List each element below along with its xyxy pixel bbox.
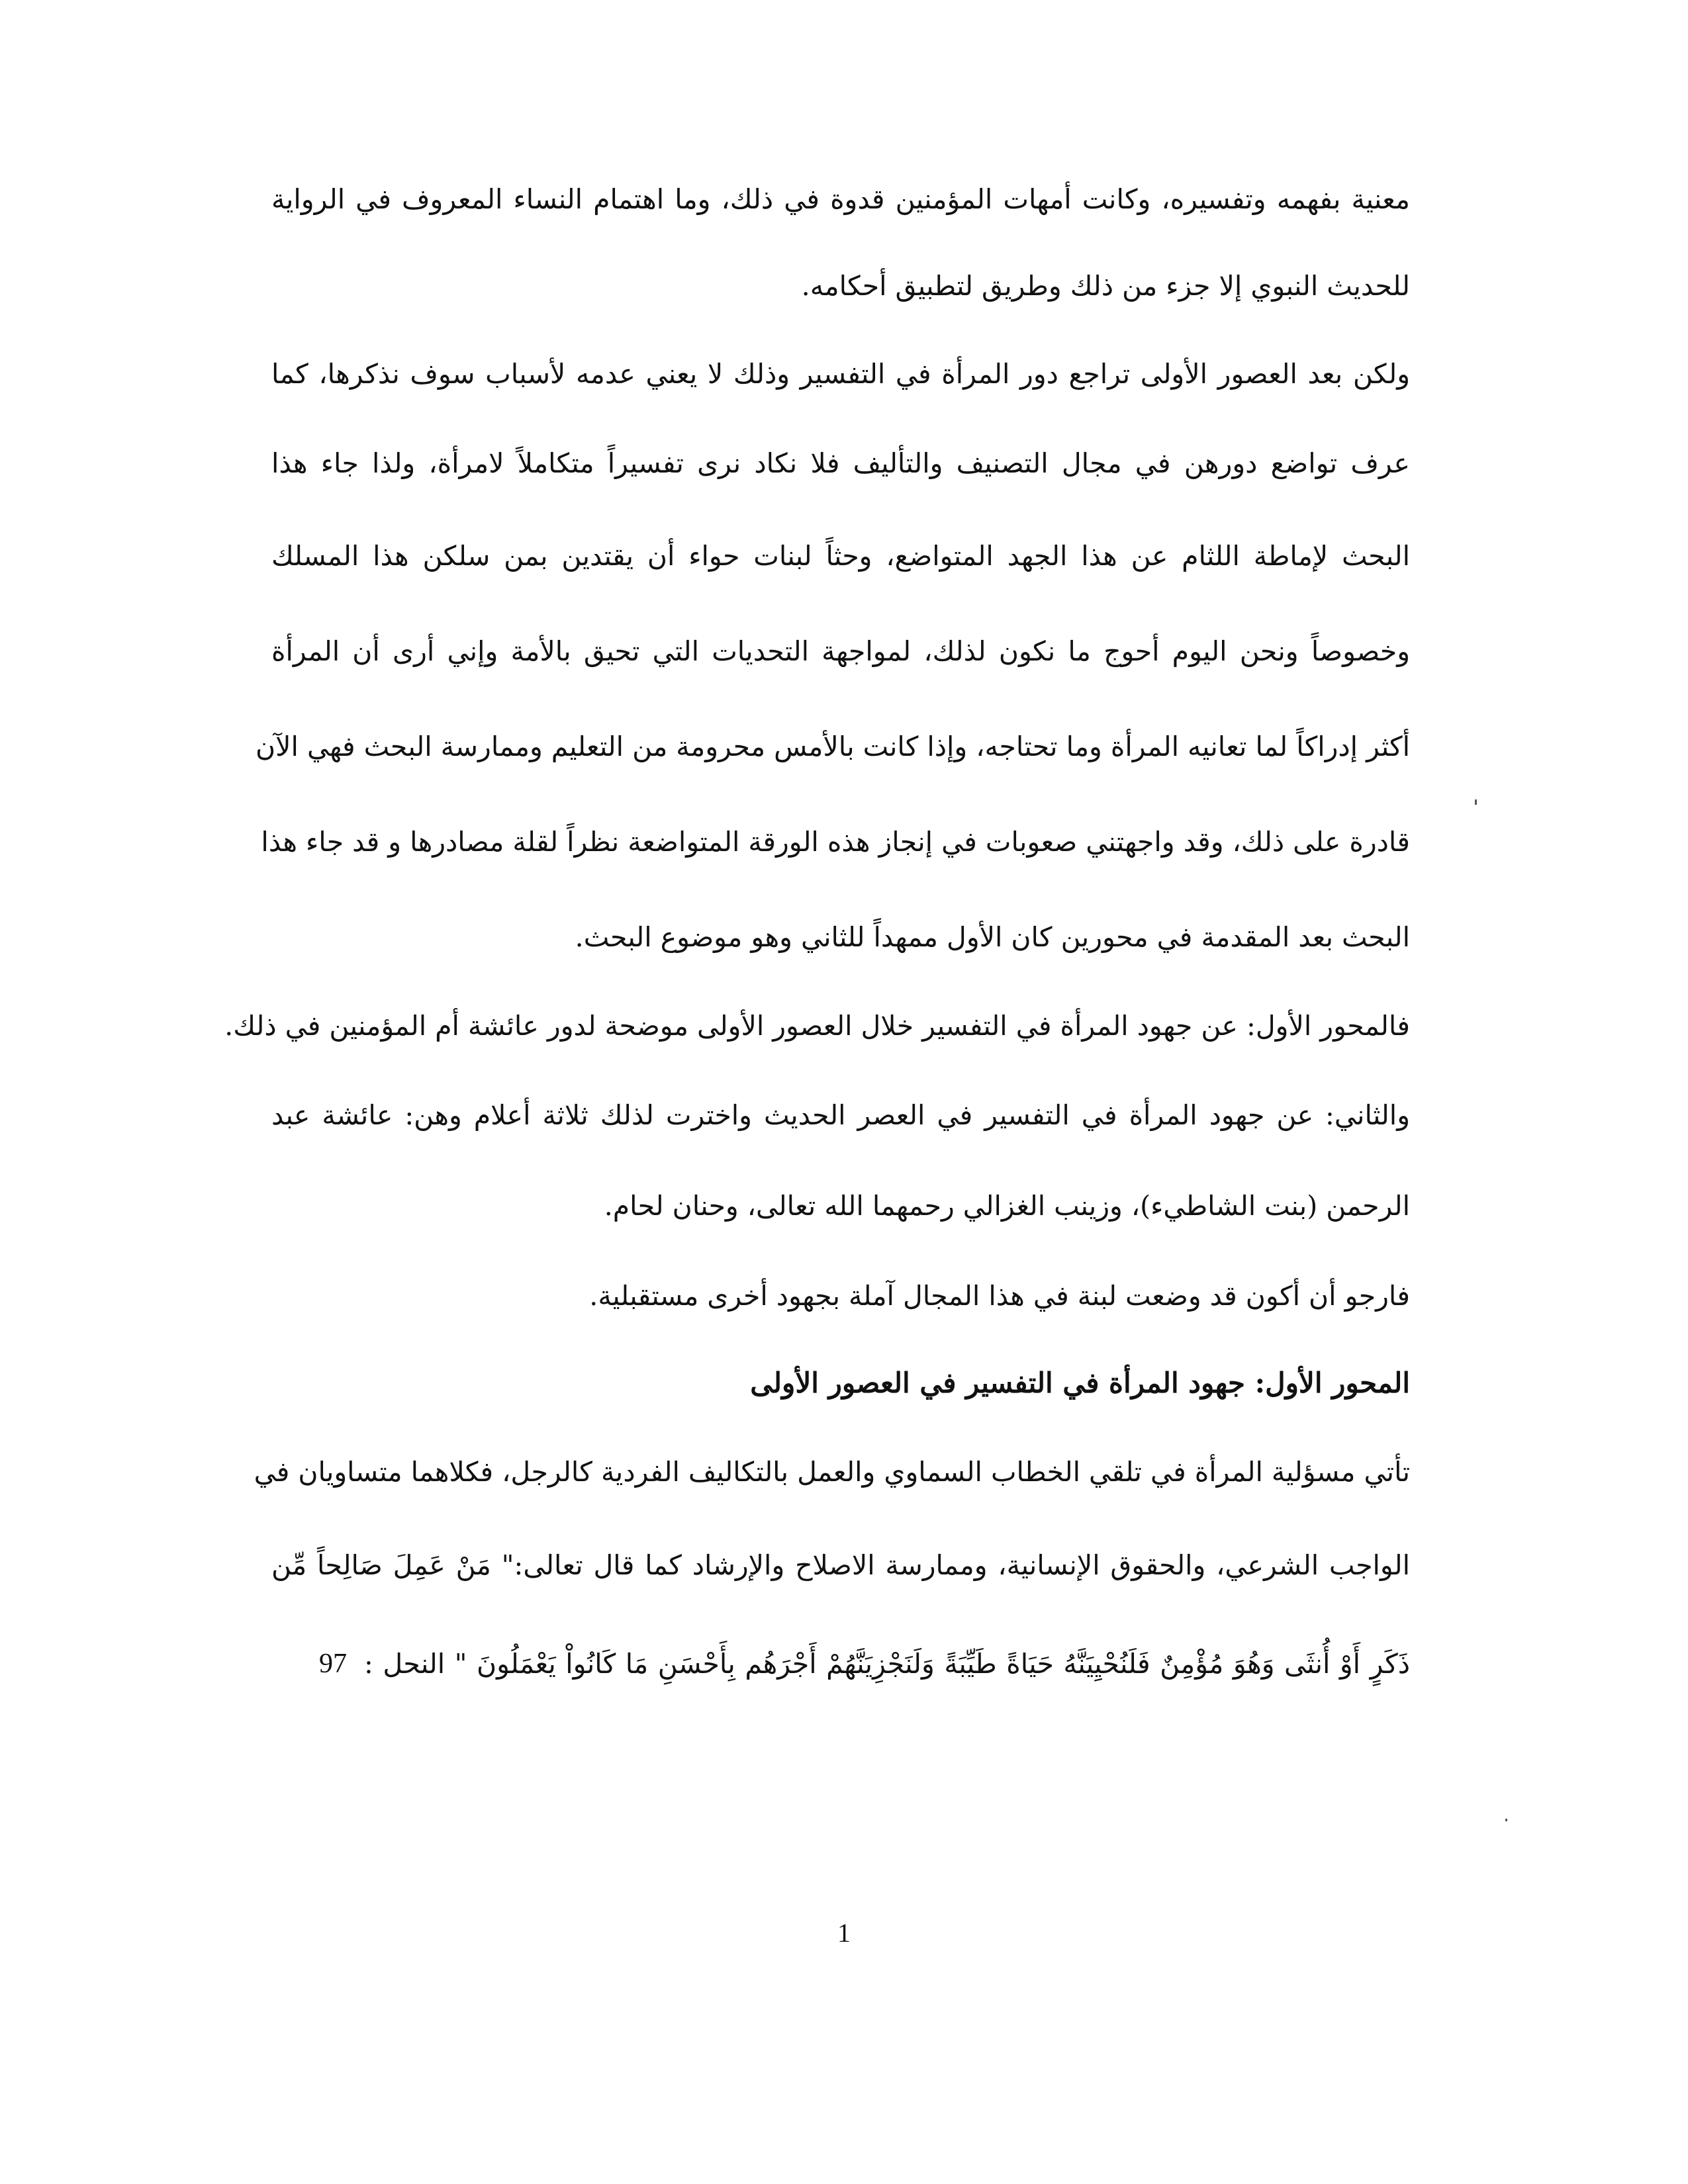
scan-speck: [1475, 799, 1477, 805]
body-line-5: البحث لإماطة اللثام عن هذا الجهد المتواضع، وحثاً لبنات حواء أن يقتدين بمن سلكن هذا المسلك: [271, 540, 1410, 572]
body-line-15: الواجب الشرعي، والحقوق الإنسانية، وممارسة الاصلاح والإرشاد كما قال تعالى:" مَنْ عَمِلَ صَالِحاً مِّن: [271, 1549, 1410, 1581]
body-line-4: عرف تواضع دورهن في مجال التصنيف والتأليف فلا نكاد نرى تفسيراً متكاملاً لامرأة، ولذا جاء هذا: [271, 447, 1410, 479]
body-line-14: تأتي مسؤلية المرأة في تلقي الخطاب السماوي والعمل بالتكاليف الفردية كالرجل، فكلاهما متساويان في: [254, 1456, 1410, 1488]
body-line-2: للحديث النبوي إلا جزء من ذلك وطريق لتطبيق أحكامه.: [801, 270, 1410, 302]
body-line-11: والثاني: عن جهود المرأة في التفسير في العصر الحديث واخترت لذلك ثلاثة أعلام وهن: عائشة عبد: [271, 1099, 1410, 1131]
body-line-7: أكثر إدراكاً لما تعانيه المرأة وما تحتاجه، وإذا كانت بالأمس محرومة من التعليم وممارسة البحث فهي الآن: [256, 731, 1410, 762]
scan-speck: [1505, 1819, 1507, 1821]
page-number: 1: [837, 1918, 851, 1948]
body-line-1: معنية بفهمه وتفسيره، وكانت أمهات المؤمنين قدوة في ذلك، وما اهتمام النساء المعروف في الرواية: [271, 183, 1410, 215]
quran-verse-line: [271, 1643, 1410, 1684]
body-line-6: وخصوصاً ونحن اليوم أحوج ما نكون لذلك، لمواجهة التحديات التي تحيق بالأمة وإني أرى أن المرأة: [271, 635, 1410, 667]
body-line-12: الرحمن (بنت الشاطيء)، وزينب الغزالي رحمهما الله تعالى، وحنان لحام.: [604, 1190, 1410, 1222]
body-line-13: فارجو أن أكون قد وضعت لبنة في هذا المجال آملة بجهود أخرى مستقبلية.: [589, 1280, 1410, 1312]
body-line-3: ولكن بعد العصور الأولى تراجع دور المرأة في التفسير وذلك لا يعني عدمه لأسباب سوف نذكرها، كما: [271, 358, 1410, 390]
body-line-9: البحث بعد المقدمة في محورين كان الأول ممهداً للثاني وهو موضوع البحث.: [575, 921, 1410, 953]
quran-verse-text: ذَكَرٍ أَوْ أُنثَى وَهُوَ مُؤْمِنٌ فَلَنُحْيِيَنَّهُ حَيَاةً طَيِّبَةً وَلَنَجْزِيَنَّهُمْ أَجْرَهُم بِأَحْسَنِ مَا كَانُواْ يَعْمَلُونَ " النحل :: [364, 1648, 1410, 1680]
verse-number: 97: [319, 1649, 347, 1679]
body-line-8: قادرة على ذلك، وقد واجهتني صعوبات في إنجاز هذه الورقة المتواضعة نظراً لقلة مصادرها و قد جاء هذا: [261, 826, 1410, 858]
body-line-10: فالمحور الأول: عن جهود المرأة في التفسير خلال العصور الأولى موضحة لدور عائشة أم المؤمنين في ذلك.: [224, 1010, 1410, 1042]
section-heading: المحور الأول: جهود المرأة في التفسير في العصور الأولى: [750, 1367, 1410, 1399]
